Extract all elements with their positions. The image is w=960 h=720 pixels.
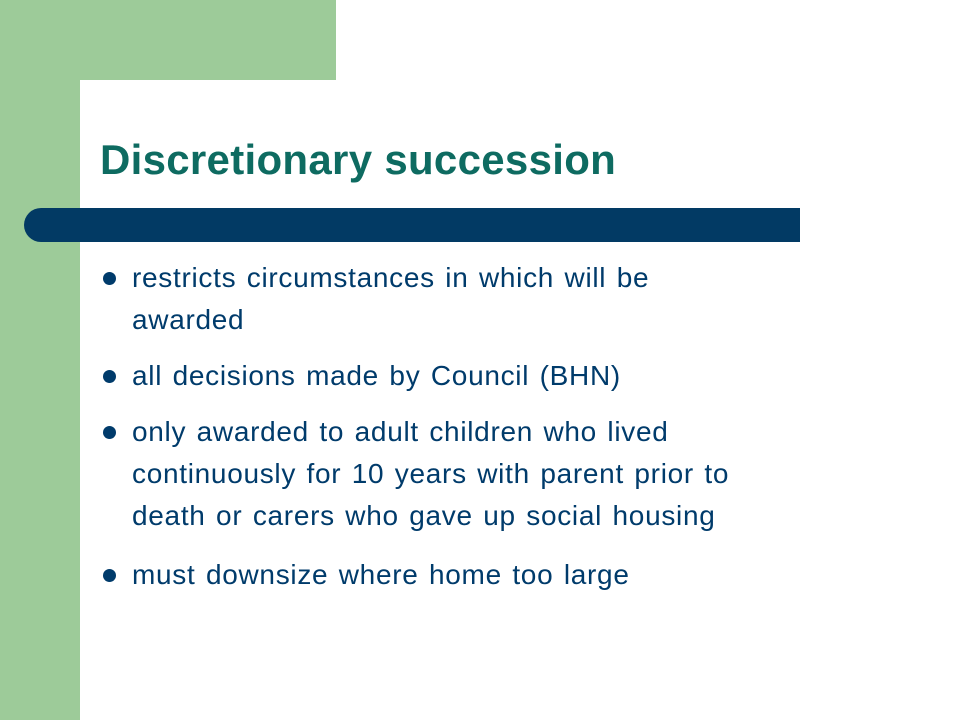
bullet-text: [132, 355, 900, 397]
bullet-line: all decisions made by Council (BHN): [132, 360, 621, 391]
bullet-item: [100, 411, 900, 537]
bullet-dot-icon: [103, 370, 116, 383]
bullet-line: must downsize where home too large: [132, 559, 630, 590]
bullet-item: [100, 257, 900, 341]
bullet-text: [132, 554, 900, 596]
bullet-item: [100, 554, 900, 596]
title-underline-bar: [24, 208, 800, 242]
bullet-line: awarded: [132, 304, 245, 335]
slide-title: Discretionary succession: [100, 136, 617, 183]
bullet-dot-icon: [103, 426, 116, 439]
bullet-dot-icon: [103, 569, 116, 582]
decorative-green-top-block: [80, 0, 336, 80]
bullet-line: death or carers who gave up social housing: [132, 500, 716, 531]
bullet-item: [100, 355, 900, 397]
bullet-text: [132, 411, 900, 537]
bullet-dot-icon: [103, 272, 116, 285]
bullet-line: only awarded to adult children who lived: [132, 416, 669, 447]
bullet-line: restricts circumstances in which will be: [132, 262, 650, 293]
decorative-green-sidebar: [0, 0, 80, 720]
bullet-text: [132, 257, 900, 341]
bullet-line: continuously for 10 years with parent prior to: [132, 458, 730, 489]
